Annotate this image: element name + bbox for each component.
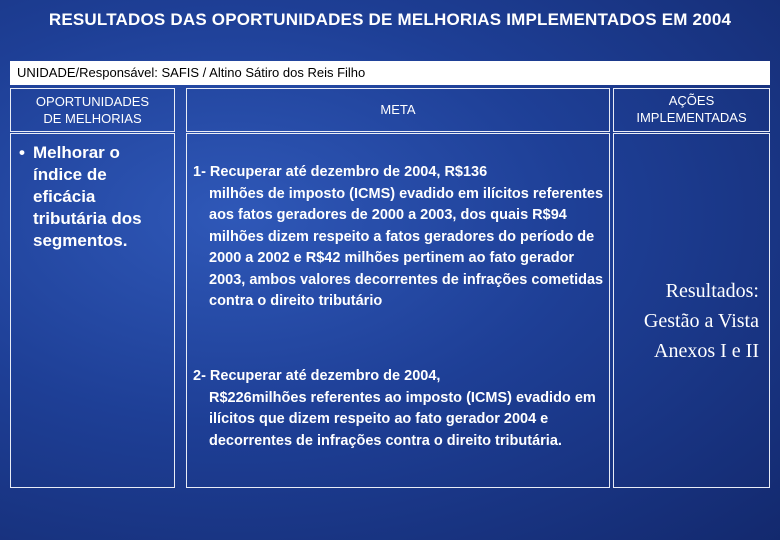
opportunity-item [19, 142, 169, 252]
goal-item-2 [193, 366, 605, 452]
header-opportunities-line1: OPORTUNIDADES [35, 94, 150, 109]
results-line3: Anexos I e II [654, 340, 759, 362]
header-actions-line1: AÇÕES [668, 93, 715, 108]
unit-responsible-bar: UNIDADE/Responsável: SAFIS / Altino Sátiro dos Reis Filho [10, 61, 770, 85]
page-title: RESULTADOS DAS OPORTUNIDADES DE MELHORIAS IMPLEMENTADOS EM 2004 [48, 10, 732, 29]
goal-1-first-line: 1- Recuperar até dezembro de 2004, R$136 [193, 164, 488, 180]
goal-2-text: R$226milhões referentes ao imposto (ICMS) evadido em ilícitos que dizem respeito ao fato gerador 2004 e decorrentes de infrações contra o direito tributária. [209, 389, 596, 449]
header-opportunities [10, 88, 175, 132]
goals-cell [186, 133, 610, 488]
results-text [611, 276, 759, 366]
header-goal: META [186, 88, 610, 132]
header-actions-line2: IMPLEMENTADAS [636, 110, 747, 125]
opportunities-cell [10, 133, 175, 488]
actions-cell [613, 133, 770, 488]
goal-item-1 [193, 162, 605, 313]
results-line1: Resultados: [665, 280, 759, 302]
goal-1-text: milhões de imposto (ICMS) evadido em ilícitos referentes aos fatos geradores de 2000 a 2003, dos quais R$94 milhões dizem respeito a fatos geradores do período de 2000 a 2002 e R$42 milhões pertinem ao fato gerador 2003, ambos valores decorrentes de infrações cometidas contra o direito tributário [209, 185, 604, 309]
header-opportunities-line2: DE MELHORIAS [43, 111, 142, 126]
opportunity-text: Melhorar o índice de eficácia tributária dos segmentos. [33, 143, 142, 250]
header-actions [613, 88, 770, 132]
goal-2-first-line: 2- Recuperar até dezembro de 2004, [193, 368, 441, 384]
bullet-icon: • [19, 143, 25, 162]
results-line2: Gestão a Vista [643, 310, 759, 332]
